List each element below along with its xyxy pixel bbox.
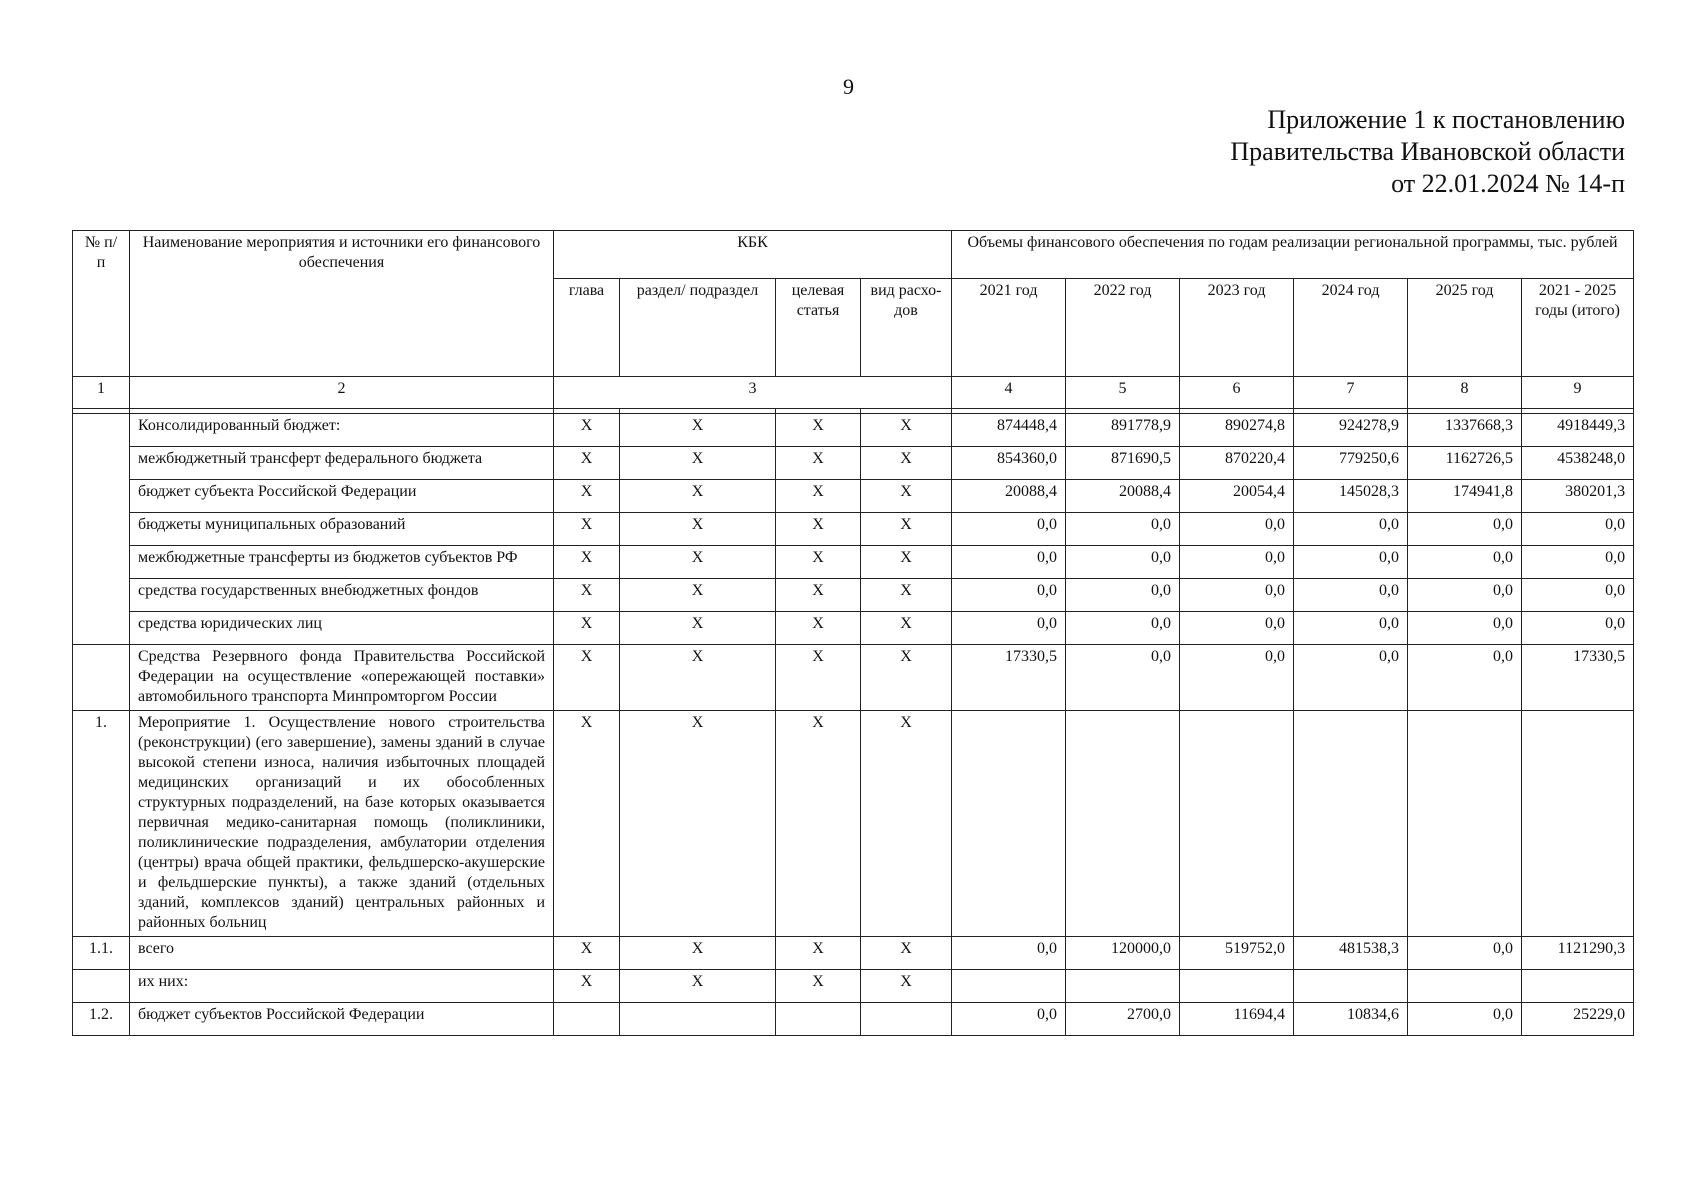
value-cell: 0,0 — [952, 513, 1066, 546]
row-name: всего — [130, 937, 554, 970]
value-cell: 0,0 — [1522, 579, 1634, 612]
value-cell: 4538248,0 — [1522, 447, 1634, 480]
value-cell: 0,0 — [1408, 1003, 1522, 1036]
header-kbk: КБК — [554, 231, 952, 279]
kbk-cell: Х — [861, 937, 952, 970]
value-cell: 890274,8 — [1180, 414, 1294, 447]
kbk-cell: Х — [554, 447, 620, 480]
header-kbk-col: раздел/ подраздел — [620, 279, 776, 377]
value-cell: 0,0 — [1522, 546, 1634, 579]
header-kbk-col: целевая статья — [776, 279, 861, 377]
kbk-cell: Х — [620, 711, 776, 937]
value-cell: 0,0 — [1180, 513, 1294, 546]
kbk-cell: Х — [620, 579, 776, 612]
row-name: межбюджетный трансферт федерального бюджета — [130, 447, 554, 480]
value-cell: 10834,6 — [1294, 1003, 1408, 1036]
value-cell: 519752,0 — [1180, 937, 1294, 970]
kbk-cell: Х — [776, 711, 861, 937]
kbk-cell: Х — [554, 414, 620, 447]
value-cell: 0,0 — [952, 579, 1066, 612]
kbk-cell: Х — [554, 970, 620, 1003]
kbk-cell: Х — [776, 546, 861, 579]
value-cell: 924278,9 — [1294, 414, 1408, 447]
kbk-cell: Х — [554, 513, 620, 546]
kbk-cell: Х — [620, 612, 776, 645]
appendix-line-2: Правительства Ивановской области — [1230, 137, 1625, 166]
value-cell: 874448,4 — [952, 414, 1066, 447]
kbk-cell: Х — [776, 970, 861, 1003]
value-cell: 145028,3 — [1294, 480, 1408, 513]
value-cell: 0,0 — [1066, 645, 1180, 711]
kbk-cell: Х — [620, 447, 776, 480]
value-cell — [1522, 711, 1634, 937]
kbk-cell: Х — [861, 579, 952, 612]
kbk-cell: Х — [776, 612, 861, 645]
value-cell: 20088,4 — [1066, 480, 1180, 513]
header-year-col: 2024 год — [1294, 279, 1408, 377]
table-row — [73, 414, 1634, 447]
value-cell: 25229,0 — [1522, 1003, 1634, 1036]
table-row — [73, 546, 1634, 579]
header-volumes: Объемы финансового обеспечения по годам реализации региональной программы, тыс. рублей — [952, 231, 1634, 279]
table-body — [73, 414, 1634, 1036]
value-cell — [1294, 711, 1408, 937]
column-number: 1 — [73, 377, 130, 409]
header-year-col: 2021 год — [952, 279, 1066, 377]
table-row — [73, 579, 1634, 612]
value-cell: 854360,0 — [952, 447, 1066, 480]
kbk-cell: Х — [776, 937, 861, 970]
kbk-cell: Х — [620, 645, 776, 711]
kbk-cell: Х — [861, 513, 952, 546]
kbk-cell: Х — [861, 447, 952, 480]
value-cell: 17330,5 — [1522, 645, 1634, 711]
value-cell: 0,0 — [1066, 579, 1180, 612]
value-cell: 0,0 — [1180, 579, 1294, 612]
value-cell: 870220,4 — [1180, 447, 1294, 480]
value-cell: 0,0 — [1522, 612, 1634, 645]
appendix-line-1: Приложение 1 к постановлению — [1267, 105, 1625, 134]
value-cell: 0,0 — [1294, 612, 1408, 645]
kbk-cell: Х — [620, 414, 776, 447]
value-cell: 380201,3 — [1522, 480, 1634, 513]
kbk-cell: Х — [861, 612, 952, 645]
kbk-cell: Х — [861, 480, 952, 513]
value-cell: 174941,8 — [1408, 480, 1522, 513]
row-number — [73, 645, 130, 711]
column-number: 7 — [1294, 377, 1408, 409]
table-row — [73, 1003, 1634, 1036]
kbk-cell: Х — [861, 970, 952, 1003]
kbk-cell: Х — [776, 480, 861, 513]
header-year-col: 2022 год — [1066, 279, 1180, 377]
column-number: 3 — [554, 377, 952, 409]
column-number: 6 — [1180, 377, 1294, 409]
value-cell: 0,0 — [952, 612, 1066, 645]
kbk-cell: Х — [620, 970, 776, 1003]
table-row — [73, 711, 1634, 937]
row-number: 1.2. — [73, 1003, 130, 1036]
value-cell: 120000,0 — [1066, 937, 1180, 970]
header-year-col: 2025 год — [1408, 279, 1522, 377]
value-cell: 481538,3 — [1294, 937, 1408, 970]
kbk-cell: Х — [861, 645, 952, 711]
kbk-cell: Х — [776, 414, 861, 447]
kbk-cell — [861, 1003, 952, 1036]
value-cell — [1066, 711, 1180, 937]
value-cell: 0,0 — [1408, 937, 1522, 970]
header-year-col: 2023 год — [1180, 279, 1294, 377]
row-name: Мероприятие 1. Осуществление нового строительства (реконструкции) (его завершение), замены зданий в случае высокой степени износа, наличия избыточных площадей медицинских организаций и их обособленных структурных подразделений, на базе которых оказывается первичная медико-санитарная помощь (поликлиники, поликлинические подразделения, амбулатории отделения (центры) врача общей практики, фельдшерско-акушерские и фельдшерские пункты), а также зданий (отдельных зданий, комплексов зданий) центральных районных и районных больниц — [130, 711, 554, 937]
table-row — [73, 937, 1634, 970]
header-year-col: 2021 - 2025 годы (итого) — [1522, 279, 1634, 377]
value-cell: 17330,5 — [952, 645, 1066, 711]
value-cell: 0,0 — [1294, 513, 1408, 546]
value-cell: 0,0 — [1294, 579, 1408, 612]
header-kbk-col: глава — [554, 279, 620, 377]
value-cell: 0,0 — [1408, 579, 1522, 612]
column-number: 8 — [1408, 377, 1522, 409]
kbk-cell: Х — [620, 480, 776, 513]
row-number — [73, 414, 130, 645]
value-cell — [1066, 970, 1180, 1003]
column-number: 2 — [130, 377, 554, 409]
header-name: Наименование мероприятия и источники его финансового обеспечения — [130, 231, 554, 377]
row-name: средства государственных внебюджетных фондов — [130, 579, 554, 612]
kbk-cell: Х — [861, 546, 952, 579]
value-cell: 0,0 — [1180, 612, 1294, 645]
kbk-cell: Х — [554, 546, 620, 579]
value-cell: 0,0 — [1408, 612, 1522, 645]
row-name: средства юридических лиц — [130, 612, 554, 645]
row-name: межбюджетные трансферты из бюджетов субъектов РФ — [130, 546, 554, 579]
column-number: 5 — [1066, 377, 1180, 409]
table-row — [73, 612, 1634, 645]
value-cell: 1162726,5 — [1408, 447, 1522, 480]
value-cell — [1180, 711, 1294, 937]
value-cell — [1180, 970, 1294, 1003]
row-name: бюджет субъектов Российской Федерации — [130, 1003, 554, 1036]
appendix-line-3: от 22.01.2024 № 14-п — [1391, 169, 1625, 198]
row-name: их них: — [130, 970, 554, 1003]
kbk-cell: Х — [776, 447, 861, 480]
column-number: 9 — [1522, 377, 1634, 409]
value-cell: 0,0 — [1522, 513, 1634, 546]
row-number: 1.1. — [73, 937, 130, 970]
row-number — [73, 970, 130, 1003]
kbk-cell: Х — [554, 937, 620, 970]
kbk-cell: Х — [776, 645, 861, 711]
value-cell — [952, 970, 1066, 1003]
kbk-cell: Х — [554, 612, 620, 645]
value-cell: 0,0 — [1066, 546, 1180, 579]
row-name: бюджеты муниципальных образований — [130, 513, 554, 546]
kbk-cell: Х — [776, 513, 861, 546]
value-cell: 891778,9 — [1066, 414, 1180, 447]
value-cell — [1294, 970, 1408, 1003]
table-row — [73, 447, 1634, 480]
value-cell: 20054,4 — [1180, 480, 1294, 513]
column-number-row — [73, 377, 1634, 409]
kbk-cell — [776, 1003, 861, 1036]
value-cell: 0,0 — [1408, 513, 1522, 546]
kbk-cell: Х — [776, 579, 861, 612]
row-name: Консолидированный бюджет: — [130, 414, 554, 447]
value-cell: 0,0 — [1180, 546, 1294, 579]
table-row — [73, 970, 1634, 1003]
value-cell: 779250,6 — [1294, 447, 1408, 480]
value-cell: 0,0 — [1294, 645, 1408, 711]
kbk-cell: Х — [554, 480, 620, 513]
kbk-cell — [554, 1003, 620, 1036]
column-number: 4 — [952, 377, 1066, 409]
kbk-cell: Х — [554, 579, 620, 612]
kbk-cell: Х — [554, 711, 620, 937]
row-name: бюджет субъекта Российской Федерации — [130, 480, 554, 513]
kbk-cell: Х — [861, 414, 952, 447]
kbk-cell: Х — [861, 711, 952, 937]
kbk-cell: Х — [620, 546, 776, 579]
value-cell — [1408, 711, 1522, 937]
value-cell — [1408, 970, 1522, 1003]
value-cell: 0,0 — [952, 546, 1066, 579]
value-cell: 871690,5 — [1066, 447, 1180, 480]
value-cell: 2700,0 — [1066, 1003, 1180, 1036]
value-cell: 0,0 — [1066, 513, 1180, 546]
value-cell — [952, 711, 1066, 937]
value-cell: 0,0 — [1408, 645, 1522, 711]
appendix-header — [1230, 104, 1625, 200]
value-cell: 0,0 — [1408, 546, 1522, 579]
table-row — [73, 480, 1634, 513]
value-cell: 11694,4 — [1180, 1003, 1294, 1036]
table-row — [73, 645, 1634, 711]
value-cell: 0,0 — [952, 937, 1066, 970]
value-cell: 4918449,3 — [1522, 414, 1634, 447]
row-name: Средства Резервного фонда Правительства Российской Федерации на осуществление «опережающей поставки» автомобильного транспорта Минпромторгом России — [130, 645, 554, 711]
table-row — [73, 513, 1634, 546]
value-cell: 0,0 — [1294, 546, 1408, 579]
value-cell — [1522, 970, 1634, 1003]
kbk-cell: Х — [620, 513, 776, 546]
value-cell: 1121290,3 — [1522, 937, 1634, 970]
page-number: 9 — [843, 74, 854, 99]
value-cell: 20088,4 — [952, 480, 1066, 513]
value-cell: 0,0 — [952, 1003, 1066, 1036]
table-header — [73, 231, 1634, 414]
header-kbk-col: вид расхо-дов — [861, 279, 952, 377]
value-cell: 1337668,3 — [1408, 414, 1522, 447]
value-cell: 0,0 — [1066, 612, 1180, 645]
row-number: 1. — [73, 711, 130, 937]
kbk-cell: Х — [554, 645, 620, 711]
kbk-cell: Х — [620, 937, 776, 970]
value-cell: 0,0 — [1180, 645, 1294, 711]
kbk-cell — [620, 1003, 776, 1036]
budget-table — [72, 230, 1634, 1036]
header-num: № п/п — [73, 231, 130, 377]
